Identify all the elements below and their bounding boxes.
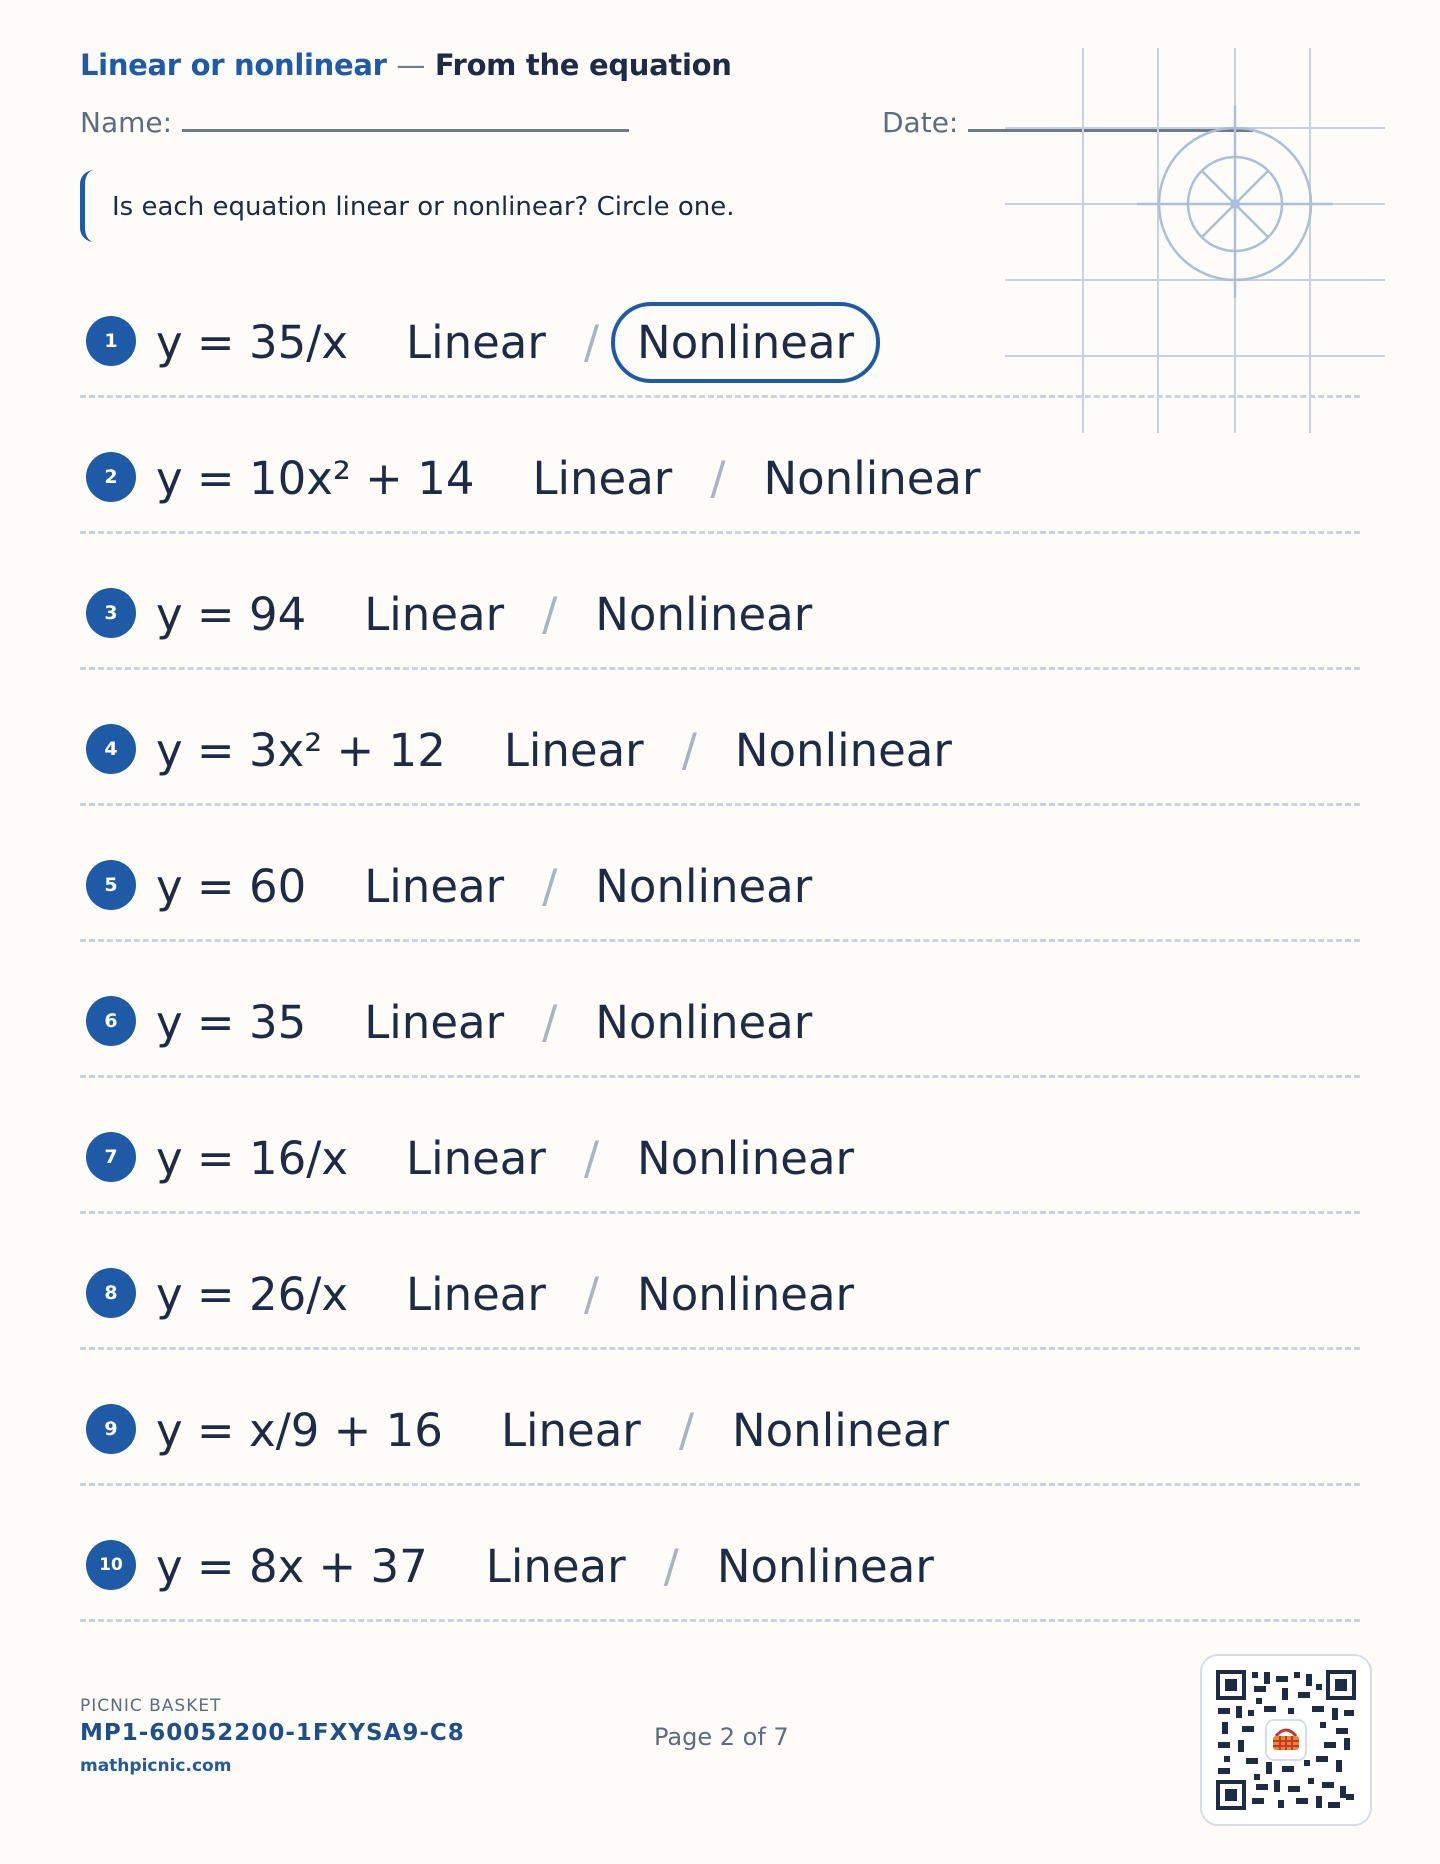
footer-site-link[interactable]: mathpicnic.com <box>80 1756 232 1776</box>
problem-item <box>80 836 1360 936</box>
option-linear[interactable]: Linear <box>500 1403 641 1457</box>
problem-number-badge: 10 <box>86 1540 136 1590</box>
title-topic: Linear or nonlinear <box>80 48 387 82</box>
problem-item <box>80 1516 1360 1616</box>
problem-equation: y = 16/x <box>156 1131 348 1185</box>
title-subtitle: From the equation <box>434 48 732 82</box>
problem-equation: y = 60 <box>156 859 307 913</box>
option-linear[interactable]: Linear <box>406 1131 546 1185</box>
page-number: Page 2 of 7 <box>654 1723 789 1751</box>
option-linear[interactable]: Linear <box>406 315 546 369</box>
problem-item <box>80 700 1360 800</box>
instructions-text: Is each equation linear or nonlinear? Circle one. <box>112 192 735 222</box>
problem-number-badge: 1 <box>86 316 136 366</box>
option-separator: / <box>583 315 600 369</box>
option-linear[interactable]: Linear <box>503 723 644 777</box>
problem-equation: y = 3x² + 12 <box>156 723 446 777</box>
option-linear[interactable]: Linear <box>532 451 673 505</box>
problem-number-badge: 9 <box>86 1404 136 1454</box>
dashed-divider <box>80 1483 1360 1486</box>
problem-equation: y = 35 <box>156 995 307 1049</box>
dashed-divider <box>80 1075 1360 1078</box>
option-nonlinear[interactable]: Nonlinear <box>734 723 952 777</box>
problem-item <box>80 428 1360 528</box>
option-linear[interactable]: Linear <box>364 859 505 913</box>
problem-equation: y = 8x + 37 <box>156 1539 428 1593</box>
dashed-divider <box>80 395 1360 398</box>
problem-item <box>80 972 1360 1072</box>
name-field[interactable] <box>182 129 629 132</box>
problem-number-badge: 5 <box>86 860 136 910</box>
problem-equation: y = 94 <box>156 587 307 641</box>
dashed-divider <box>80 939 1360 942</box>
option-nonlinear[interactable]: Nonlinear <box>716 1539 934 1593</box>
dashed-divider <box>80 531 1360 534</box>
problem-item <box>80 564 1360 664</box>
option-separator: / <box>681 723 697 777</box>
option-separator: / <box>710 451 726 505</box>
option-nonlinear[interactable]: Nonlinear <box>763 451 981 505</box>
date-label: Date: <box>882 106 959 139</box>
problem-item <box>80 1108 1360 1208</box>
dashed-divider <box>80 667 1360 670</box>
problem-equation: y = 26/x <box>156 1267 348 1321</box>
option-nonlinear[interactable]: Nonlinear <box>595 859 813 913</box>
name-label: Name: <box>80 106 173 139</box>
instructions-bracket <box>80 170 97 242</box>
title-separator: — <box>396 48 426 82</box>
option-nonlinear[interactable]: Nonlinear <box>595 587 813 641</box>
problem-item <box>80 1380 1360 1480</box>
qr-code-icon <box>1200 1654 1372 1826</box>
option-nonlinear[interactable]: Nonlinear <box>731 1403 949 1457</box>
problem-equation: y = x/9 + 16 <box>156 1403 443 1457</box>
option-nonlinear[interactable]: Nonlinear <box>637 1267 855 1321</box>
option-linear[interactable]: Linear <box>406 1267 546 1321</box>
dashed-divider <box>80 803 1360 806</box>
worksheet-code: MP1-60052200-1FXYSA9-C8 <box>80 1720 465 1746</box>
option-nonlinear[interactable]: Nonlinear <box>595 995 813 1049</box>
dashed-divider <box>80 1619 1360 1622</box>
dashed-divider <box>80 1211 1360 1214</box>
option-linear[interactable]: Linear <box>364 587 505 641</box>
problem-number-badge: 2 <box>86 452 136 502</box>
problem-item <box>80 1244 1360 1344</box>
option-separator: / <box>542 995 558 1049</box>
problem-equation: y = 10x² + 14 <box>156 451 475 505</box>
option-linear[interactable]: Linear <box>485 1539 626 1593</box>
option-linear[interactable]: Linear <box>364 995 505 1049</box>
dashed-divider <box>80 1347 1360 1350</box>
option-separator: / <box>583 1267 600 1321</box>
option-separator: / <box>663 1539 679 1593</box>
option-separator: / <box>583 1131 600 1185</box>
qr-code-graphic <box>1216 1670 1356 1810</box>
worksheet-title <box>80 48 732 82</box>
option-separator: / <box>542 587 558 641</box>
problem-item <box>80 292 1360 392</box>
option-separator: / <box>542 859 558 913</box>
problem-number-badge: 3 <box>86 588 136 638</box>
problem-number-badge: 8 <box>86 1268 136 1318</box>
problem-number-badge: 7 <box>86 1132 136 1182</box>
problem-number-badge: 6 <box>86 996 136 1046</box>
option-nonlinear-circled[interactable]: Nonlinear <box>633 316 858 369</box>
problem-number-badge: 4 <box>86 724 136 774</box>
footer-brand: PICNIC BASKET <box>80 1696 222 1716</box>
option-nonlinear[interactable]: Nonlinear <box>637 1131 855 1185</box>
problem-equation: y = 35/x <box>156 315 348 369</box>
option-separator: / <box>678 1403 694 1457</box>
